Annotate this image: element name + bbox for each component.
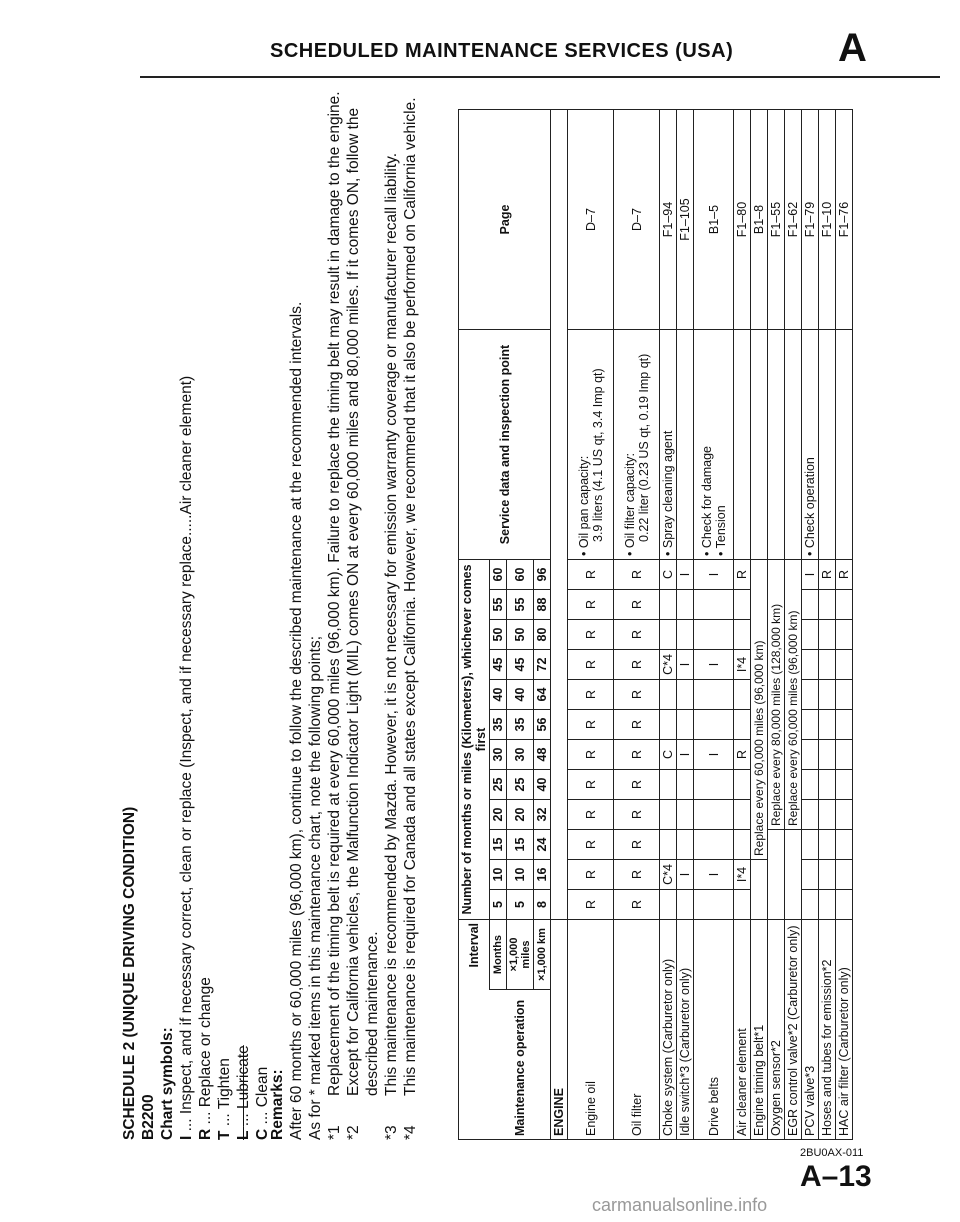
schedule-cell: R	[614, 680, 660, 710]
note-mark: *3	[383, 1125, 400, 1140]
section-letter: A	[838, 26, 867, 70]
page-ref: F1–105	[677, 110, 694, 330]
service-data	[677, 330, 694, 560]
replace-interval: Replace every 80,000 miles (128,000 km)	[768, 560, 785, 830]
service-data	[768, 330, 785, 560]
symbol-code: I	[178, 1135, 195, 1140]
service-line: 3.9 liters (4.1 US qt, 3.4 Imp qt)	[590, 368, 605, 542]
schedule-cell: R	[568, 830, 614, 860]
note-text: Except for California vehicles, the Malfunction Indicator Light (MIL) comes ON at every 60,000 miles and 80,000 miles. If it comes ON, follow the described maintenance.	[345, 107, 381, 1096]
item-name: Hoses and tubes for emission*2	[819, 920, 836, 1140]
km-cell: 96	[534, 560, 551, 590]
schedule-cell: R	[568, 740, 614, 770]
miles-cell: 60	[507, 560, 534, 590]
schedule-cell	[660, 680, 677, 710]
rotated-content	[120, 80, 960, 1140]
item-name: Oil filter	[614, 920, 660, 1140]
schedule-cell	[734, 620, 751, 650]
schedule-cell	[694, 800, 734, 830]
schedule-cell	[694, 680, 734, 710]
miles-cell: 50	[507, 620, 534, 650]
schedule-cell	[660, 890, 677, 920]
schedule-cell: R	[568, 710, 614, 740]
symbol-text: ... Tighten	[216, 1058, 233, 1127]
miles-cell: 55	[507, 590, 534, 620]
note-mark: *2	[345, 1125, 362, 1140]
schedule-cell: I	[694, 650, 734, 680]
maintenance-schedule-table	[458, 109, 853, 1140]
watermark-text: carmanualsonline.info	[592, 1195, 768, 1215]
miles-cell: 5	[507, 890, 534, 920]
schedule-cell	[751, 860, 768, 920]
schedule-cell	[660, 710, 677, 740]
schedule-cell: I	[694, 560, 734, 590]
symbol-code: T	[216, 1130, 233, 1140]
schedule-cell	[819, 650, 836, 680]
miles-cell: 45	[507, 650, 534, 680]
item-name: Idle switch*3 (Carburetor only)	[677, 920, 694, 1140]
schedule-cell: C*4	[660, 650, 677, 680]
schedule-cell	[734, 830, 751, 860]
item-name: PCV valve*3	[802, 920, 819, 1140]
service-header: Service data and inspection point	[459, 330, 551, 560]
schedule-cell: R	[568, 770, 614, 800]
schedule-cell: I	[694, 860, 734, 890]
schedule-cell	[819, 860, 836, 890]
service-data	[660, 330, 677, 560]
service-data	[694, 330, 734, 560]
service-data	[785, 330, 802, 560]
schedule-cell	[819, 830, 836, 860]
schedule-cell	[819, 770, 836, 800]
schedule-cell	[660, 770, 677, 800]
schedule-cell	[836, 860, 853, 890]
schedule-cell	[734, 890, 751, 920]
schedule-cell: R	[614, 770, 660, 800]
schedule-cell: I	[677, 650, 694, 680]
table-row	[819, 110, 836, 1140]
schedule-cell: I*4	[734, 860, 751, 890]
schedule-cell	[836, 710, 853, 740]
symbol-item	[215, 80, 234, 1140]
schedule-cell: R	[614, 890, 660, 920]
schedule-cell	[836, 650, 853, 680]
item-name: Engine oil	[568, 920, 614, 1140]
item-name: Air cleaner element	[734, 920, 751, 1140]
table-row	[768, 110, 785, 1140]
page-ref: D–7	[568, 110, 614, 330]
schedule-cell	[802, 860, 819, 890]
schedule-cell: R	[568, 890, 614, 920]
service-data	[614, 330, 660, 560]
schedule-cell: R	[734, 740, 751, 770]
month-cell: 60	[490, 560, 507, 590]
schedule-cell	[802, 650, 819, 680]
service-data	[802, 330, 819, 560]
table-row	[677, 110, 694, 1140]
schedule-cell	[734, 590, 751, 620]
schedule-cell: R	[568, 620, 614, 650]
item-name: Oxygen sensor*2	[768, 920, 785, 1140]
schedule-cell: C	[660, 560, 677, 590]
schedule-cell	[819, 890, 836, 920]
schedule-cell	[836, 620, 853, 650]
table-row	[614, 110, 660, 1140]
table-row	[660, 110, 677, 1140]
table-row	[734, 110, 751, 1140]
schedule-cell	[819, 740, 836, 770]
page-ref: F1–55	[768, 110, 785, 330]
page-title: SCHEDULED MAINTENANCE SERVICES (USA)	[270, 40, 734, 62]
span-header: Number of months or miles (Kilometers), whichever comes first	[459, 560, 490, 920]
table-row	[785, 110, 802, 1140]
schedule-cell: R	[734, 560, 751, 590]
item-name: Engine timing belt*1	[751, 920, 768, 1140]
schedule-cell: I	[677, 860, 694, 890]
replace-interval: Replace every 60,000 miles (96,000 km)	[751, 560, 768, 860]
schedule-cell: R	[614, 860, 660, 890]
schedule-cell	[802, 770, 819, 800]
header-row	[459, 110, 490, 1140]
page-ref: F1–62	[785, 110, 802, 330]
item-name: EGR control valve*2 (Carburetor only)	[785, 920, 802, 1140]
schedule-cell	[836, 770, 853, 800]
remarks-line: After 60 months or 60,000 miles (96,000 km), continue to follow the described maintenance at the recommended intervals.	[288, 301, 305, 1140]
table-row	[694, 110, 734, 1140]
schedule-cell	[734, 680, 751, 710]
page-ref: D–7	[614, 110, 660, 330]
schedule-cell: R	[614, 620, 660, 650]
symbol-text: ... Inspect, and if necessary correct, clean or replace (Inspect, and if necessary replace.....Air cleaner element)	[178, 375, 195, 1132]
symbol-text: ... Replace or change	[197, 977, 214, 1125]
schedule-cell	[836, 740, 853, 770]
km-cell: 24	[534, 830, 551, 860]
table-row	[836, 110, 853, 1140]
schedule-cell	[802, 620, 819, 650]
miles-cell: 35	[507, 710, 534, 740]
note-text: This maintenance is recommended by Mazda. However, it is not necessary for emission warranty coverage or manufacturer recall liability.	[383, 152, 400, 1096]
schedule-cell: R	[568, 680, 614, 710]
remarks-block	[268, 80, 420, 1140]
service-line: • Check operation	[803, 333, 817, 556]
schedule-cell: I	[677, 740, 694, 770]
symbol-code: L	[235, 1130, 252, 1140]
schedule-cell	[734, 800, 751, 830]
km-cell: 80	[534, 620, 551, 650]
schedule-cell	[660, 590, 677, 620]
schedule-cell	[677, 620, 694, 650]
schedule-cell	[660, 830, 677, 860]
document-code: 2BU0AX-011	[800, 1147, 864, 1159]
interval-label: Interval	[459, 920, 490, 1140]
km-cell: 88	[534, 590, 551, 620]
month-cell: 40	[490, 680, 507, 710]
page-ref: B1–8	[751, 110, 768, 330]
schedule-cell: R	[614, 740, 660, 770]
schedule-cell: R	[568, 590, 614, 620]
section-row	[551, 110, 568, 1140]
schedule-cell	[802, 710, 819, 740]
km-cell: 16	[534, 860, 551, 890]
table-row	[568, 110, 614, 1140]
schedule-cell	[768, 830, 785, 920]
miles-cell: 10	[507, 860, 534, 890]
service-line: • Oil filter capacity:	[623, 333, 637, 556]
months-label: Months	[490, 920, 507, 990]
note-text: This maintenance is required for Canada and all states except California. However, we recommend that it also be performed on California vehicle.	[402, 97, 419, 1096]
schedule-cell	[694, 770, 734, 800]
service-data	[751, 330, 768, 560]
note-mark: *1	[326, 1125, 343, 1140]
km-cell: 32	[534, 800, 551, 830]
miles-label: ×1,000 miles	[507, 920, 534, 990]
schedule-cell	[694, 890, 734, 920]
maintenance-label: Maintenance operation	[490, 990, 551, 1140]
schedule-cell	[802, 740, 819, 770]
page-ref: F1–79	[802, 110, 819, 330]
miles-cell: 15	[507, 830, 534, 860]
schedule-cell: R	[568, 650, 614, 680]
remarks-heading: Remarks:	[269, 1069, 286, 1140]
table-row	[802, 110, 819, 1140]
schedule-cell	[677, 890, 694, 920]
model-name: B2200	[140, 1094, 157, 1140]
page-ref: F1–10	[819, 110, 836, 330]
month-cell: 15	[490, 830, 507, 860]
schedule-cell: R	[614, 830, 660, 860]
month-cell: 50	[490, 620, 507, 650]
schedule-cell: I*4	[734, 650, 751, 680]
month-cell: 45	[490, 650, 507, 680]
schedule-cell: R	[836, 560, 853, 590]
remark-note	[344, 80, 382, 1140]
schedule-cell: I	[694, 740, 734, 770]
month-cell: 30	[490, 740, 507, 770]
km-cell: 56	[534, 710, 551, 740]
symbol-item	[234, 80, 253, 1140]
km-cell: 48	[534, 740, 551, 770]
page-number: A–13	[800, 1160, 872, 1193]
schedule-cell	[819, 620, 836, 650]
schedule-cell	[819, 590, 836, 620]
miles-cell: 25	[507, 770, 534, 800]
km-cell: 40	[534, 770, 551, 800]
schedule-cell	[677, 830, 694, 860]
schedule-cell	[836, 830, 853, 860]
miles-cell: 30	[507, 740, 534, 770]
schedule-cell	[694, 830, 734, 860]
schedule-cell: C	[660, 740, 677, 770]
schedule-cell	[819, 800, 836, 830]
section-engine: ENGINE	[551, 920, 568, 1140]
symbol-item	[177, 80, 196, 1140]
schedule-cell: R	[819, 560, 836, 590]
item-name: HAC air filter (Carburetor only)	[836, 920, 853, 1140]
remark-note	[382, 80, 401, 1140]
schedule-cell: C*4	[660, 860, 677, 890]
service-data	[734, 330, 751, 560]
replace-interval: Replace every 60,000 miles (96,000 km)	[785, 560, 802, 830]
service-line: • Tension	[714, 333, 728, 556]
symbol-text: ... Lubricate	[235, 1045, 252, 1127]
schedule-cell	[802, 590, 819, 620]
service-data	[819, 330, 836, 560]
month-cell: 20	[490, 800, 507, 830]
note-text: Replacement of the timing belt is required at every 60,000 miles (96,000 km). Failure to replace the timing belt may result in damage to the engine.	[326, 91, 343, 1096]
km-cell: 72	[534, 650, 551, 680]
schedule-cell	[785, 830, 802, 920]
schedule-cell: R	[568, 860, 614, 890]
schedule-cell: R	[614, 590, 660, 620]
schedule-cell	[677, 710, 694, 740]
month-cell: 10	[490, 860, 507, 890]
table-row	[751, 110, 768, 1140]
schedule-title: SCHEDULE 2 (UNIQUE DRIVING CONDITION)	[121, 806, 138, 1140]
page-ref: B1–5	[694, 110, 734, 330]
page-ref: F1–76	[836, 110, 853, 330]
km-label: ×1,000 km	[534, 920, 551, 990]
schedule-cell: R	[568, 560, 614, 590]
schedule-cell: R	[568, 800, 614, 830]
service-data	[836, 330, 853, 560]
schedule-cell	[677, 590, 694, 620]
month-cell: 35	[490, 710, 507, 740]
km-cell: 8	[534, 890, 551, 920]
schedule-cell	[836, 890, 853, 920]
schedule-cell	[836, 680, 853, 710]
remark-note	[401, 80, 420, 1140]
symbols-list	[177, 80, 272, 1140]
schedule-cell	[734, 770, 751, 800]
schedule-cell	[677, 680, 694, 710]
remarks-line: As for * marked items in this maintenance chart, note the following points;	[307, 636, 324, 1140]
section-spacer	[551, 110, 568, 920]
schedule-cell: I	[677, 560, 694, 590]
page-ref: F1–80	[734, 110, 751, 330]
page-header: Page	[459, 110, 551, 330]
schedule-cell	[694, 620, 734, 650]
schedule-cell	[836, 800, 853, 830]
symbols-heading: Chart symbols:	[159, 1027, 176, 1140]
schedule-cell: R	[614, 710, 660, 740]
symbol-code: C	[254, 1128, 271, 1140]
item-name: Drive belts	[694, 920, 734, 1140]
schedule-cell	[802, 800, 819, 830]
remark-note	[325, 80, 344, 1140]
schedule-cell	[660, 800, 677, 830]
schedule-cell	[677, 770, 694, 800]
schedule-cell: R	[614, 560, 660, 590]
service-line: 0.22 liter (0.23 US qt, 0.19 Imp qt)	[636, 353, 651, 542]
month-cell: 5	[490, 890, 507, 920]
page-ref: F1–94	[660, 110, 677, 330]
symbol-text: ... Clean	[254, 1066, 271, 1125]
intro-block	[120, 80, 272, 1140]
schedule-cell: R	[614, 650, 660, 680]
schedule-cell	[819, 680, 836, 710]
item-name: Choke system (Carburetor only)	[660, 920, 677, 1140]
schedule-cell	[660, 620, 677, 650]
note-mark: *4	[402, 1125, 419, 1140]
schedule-cell	[694, 710, 734, 740]
service-line: • Spray cleaning agent	[661, 333, 675, 556]
schedule-cell	[677, 800, 694, 830]
schedule-cell: R	[614, 800, 660, 830]
service-data	[568, 330, 614, 560]
schedule-cell	[802, 830, 819, 860]
schedule-cell: I	[802, 560, 819, 590]
month-cell: 55	[490, 590, 507, 620]
km-cell: 64	[534, 680, 551, 710]
schedule-cell	[836, 590, 853, 620]
service-line: • Check for damage	[700, 333, 714, 556]
miles-cell: 20	[507, 800, 534, 830]
schedule-cell	[802, 890, 819, 920]
month-cell: 25	[490, 770, 507, 800]
schedule-cell	[802, 680, 819, 710]
schedule-cell	[734, 710, 751, 740]
miles-cell: 40	[507, 680, 534, 710]
header-rule	[140, 76, 940, 78]
schedule-cell	[694, 590, 734, 620]
schedule-cell	[819, 710, 836, 740]
symbol-item	[196, 80, 215, 1140]
service-line: • Oil pan capacity:	[577, 333, 591, 556]
symbol-code: R	[197, 1128, 214, 1140]
